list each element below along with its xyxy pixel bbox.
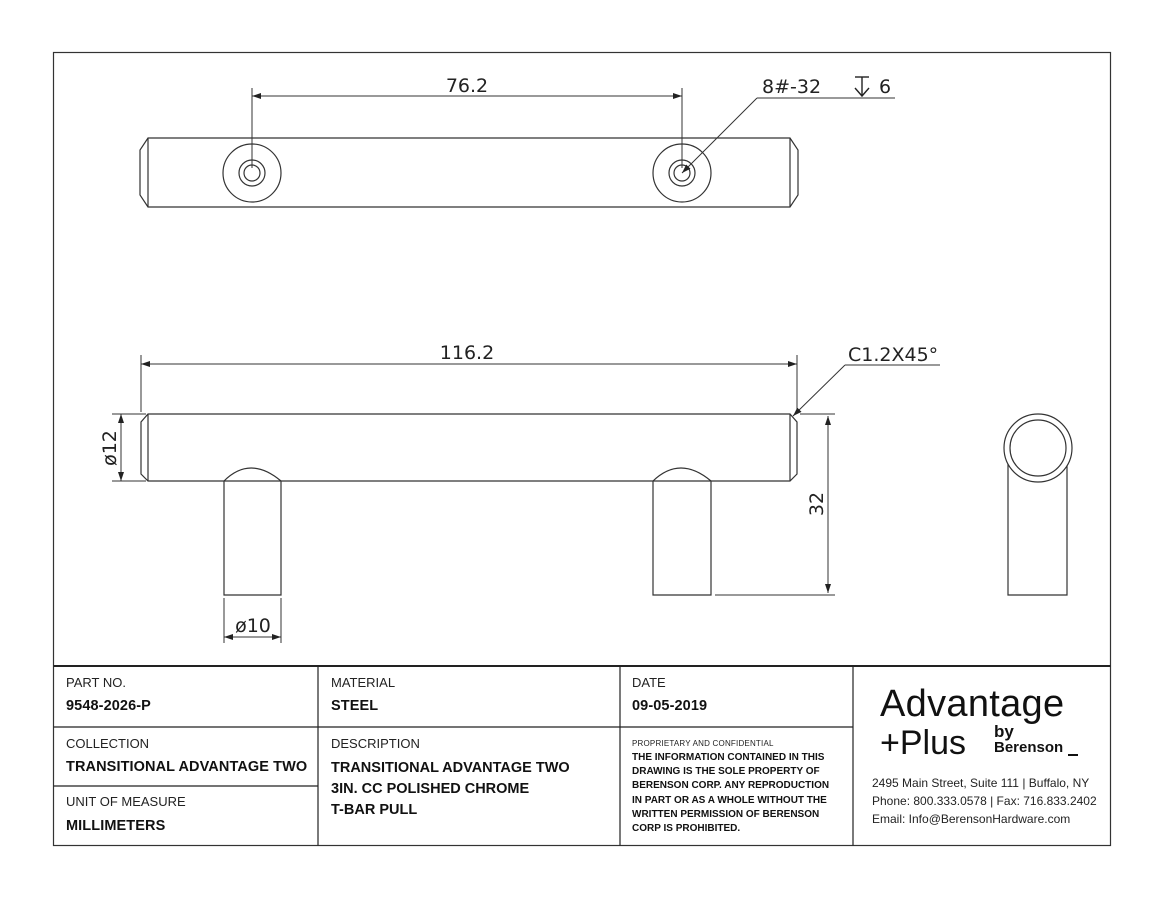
date-value: 09-05-2019 [632, 698, 708, 714]
collection-value: TRANSITIONAL ADVANTAGE TWO [66, 759, 308, 775]
proprietary-title: PROPRIETARY AND CONFIDENTIAL [632, 739, 774, 748]
logo-by: by [994, 722, 1014, 741]
dim-post-diameter-text: ø10 [235, 615, 271, 637]
description-label: DESCRIPTION [331, 736, 420, 751]
thread-leader [682, 98, 895, 173]
proprietary-text: THE INFORMATION CONTAINED IN THIS DRAWING IS THE SOLE PROPERTY OF BERENSON CORP. ANY REPRODUCTION IN PART OR AS A WHOLE WITHOUT THE WRITTEN PERMISSION OF BERENSON CORP IS PROHIBITED. [632, 752, 830, 835]
post-right [653, 468, 711, 595]
post-left [224, 468, 281, 595]
description-value: TRANSITIONAL ADVANTAGE TWO 3IN. CC POLISHED CHROME T-BAR PULL [331, 760, 570, 818]
company-phone-fax: Phone: 800.333.0578 | Fax: 716.833.2402 [872, 794, 1097, 808]
company-email: Email: Info@BerensonHardware.com [872, 812, 1071, 826]
thread-depth-text: 6 [879, 76, 892, 98]
logo-brand: Berenson [994, 739, 1064, 756]
front-view [141, 414, 797, 595]
logo-line1: Advantage [880, 683, 1065, 725]
dim-hole-spacing [252, 88, 682, 168]
chamfer-text: C1.2X45° [848, 344, 939, 366]
date-label: DATE [632, 675, 666, 690]
uom-label: UNIT OF MEASURE [66, 794, 186, 809]
company-address: 2495 Main Street, Suite 111 | Buffalo, NY [872, 776, 1090, 790]
material-value: STEEL [331, 698, 379, 714]
dim-overall-length-text: 116.2 [439, 342, 495, 364]
top-view [140, 138, 798, 207]
dim-bar-diameter-text: ø12 [99, 430, 121, 466]
logo-underline [1068, 754, 1078, 756]
dim-projection-text: 32 [806, 491, 828, 517]
uom-value: MILLIMETERS [66, 818, 166, 834]
side-view [1004, 414, 1072, 595]
part-no-label: PART NO. [66, 675, 126, 690]
collection-label: COLLECTION [66, 736, 150, 751]
logo-line2: +Plus [880, 724, 966, 762]
chamfer-leader [793, 365, 940, 416]
part-no-value: 9548-2026-P [66, 698, 151, 714]
material-label: MATERIAL [331, 675, 396, 690]
thread-callout-text: 8#-32 [762, 76, 822, 98]
depth-symbol-icon [855, 77, 869, 96]
dim-hole-spacing-text: 76.2 [445, 75, 489, 97]
